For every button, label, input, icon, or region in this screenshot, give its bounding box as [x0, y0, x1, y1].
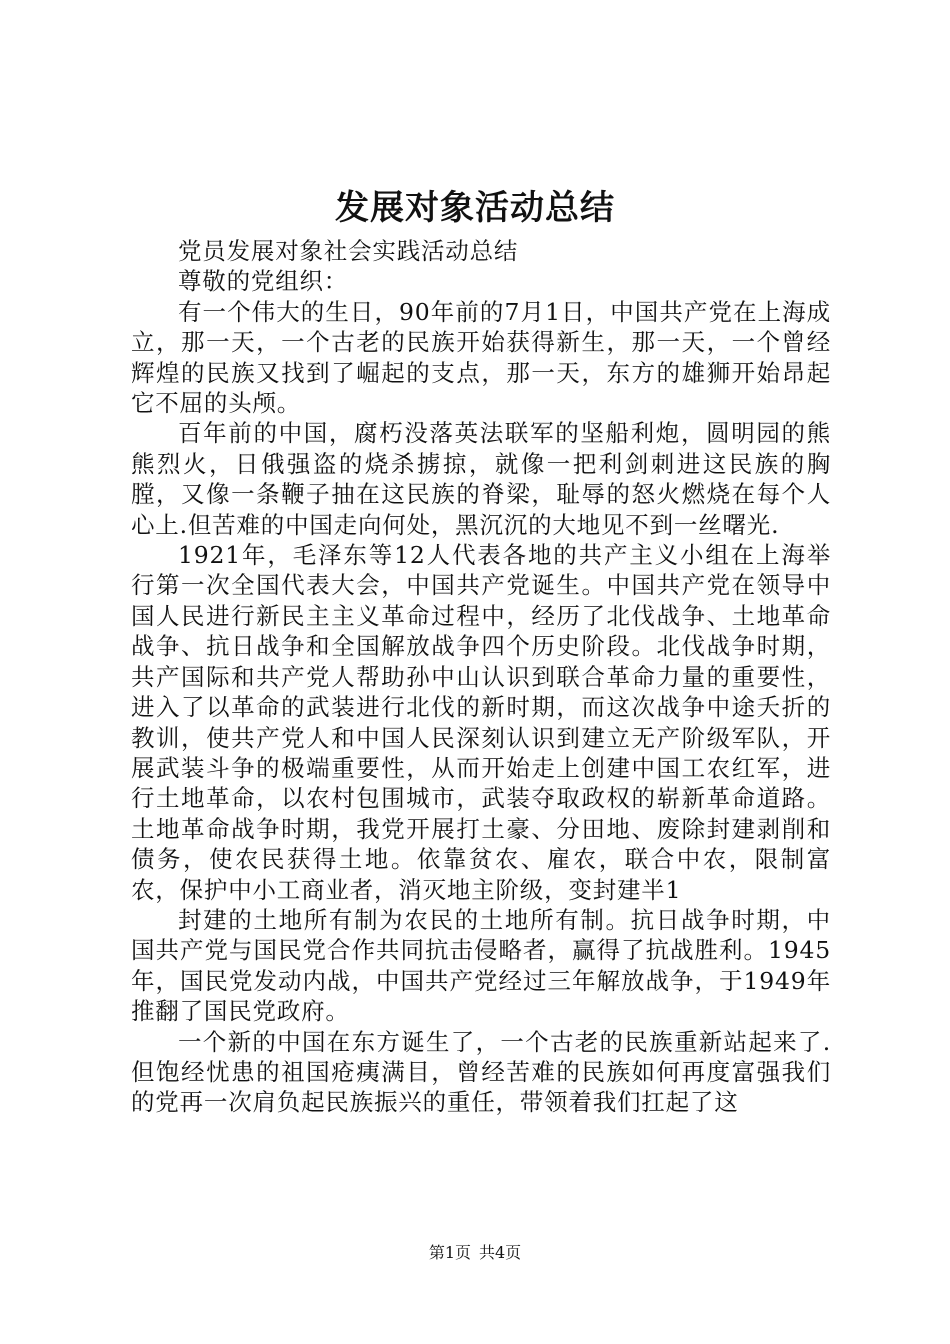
document-body — [131, 236, 831, 1118]
body-paragraph: 有一个伟大的生日，90年前的7月1日，中国共产党在上海成立，那一天，一个古老的民族开始获得新生，那一天，一个曾经辉煌的民族又找到了崛起的支点，那一天，东方的雄狮开始昂起它不屈的头颅。 — [131, 297, 831, 418]
page-number: 第1页 — [428, 1243, 471, 1262]
body-paragraph: 百年前的中国，腐朽没落英法联军的坚船利炮，圆明园的熊熊烈火，日俄强盗的烧杀掳掠，就像一把利剑刺进这民族的胸膛，又像一条鞭子抽在这民族的脊梁，耻辱的怒火燃烧在每个人心上.但苦难的中国走向何处，黑沉沉的大地见不到一丝曙光. — [131, 419, 831, 539]
page-footer — [0, 1243, 950, 1263]
salutation-paragraph: 尊敬的党组织： — [178, 267, 349, 296]
body-paragraph: 1921年，毛泽东等12人代表各地的共产主义小组在上海举行第一次全国代表大会，中国共产党诞生。中国共产党在领导中国人民进行新民主主义革命过程中，经历了北伐战争、土地革命战争、抗日战争和全国解放战争四个历史阶段。北伐战争时期，共产国际和共产党人帮助孙中山认识到联合革命力量的重要性，进入了以革命的武装进行北伐的新时期，而这次战争中途夭折的教训，使共产党人和中国人民深刻认识到建立无产阶级军队，开展武装斗争的极端重要性，从而开始走上创建中国工农红军，进行土地革命，以农村包围城市，武装夺取政权的崭新革命道路。土地革命战争时期，我党开展打土豪、分田地、废除封建剥削和债务，使农民获得土地。依靠贫农、雇农，联合中农，限制富农，保护中小工商业者，消灭地主阶级，变封建半1 — [131, 541, 831, 904]
page-total: 共4页 — [479, 1243, 522, 1262]
body-paragraph: 一个新的中国在东方诞生了，一个古老的民族重新站起来了.但饱经忧患的祖国疮痍满目，曾经苦难的民族如何再度富强我们的党再一次肩负起民族振兴的重任，带领着我们扛起了这 — [131, 1027, 831, 1117]
subtitle-paragraph: 党员发展对象社会实践活动总结 — [178, 237, 519, 265]
body-paragraph: 封建的土地所有制为农民的土地所有制。抗日战争时期，中国共产党与国民党合作共同抗击侵略者，赢得了抗战胜利。1945年，国民党发动内战，中国共产党经过三年解放战争，于1949年推翻了国民党政府。 — [131, 905, 831, 1026]
document-title: 发展对象活动总结 — [335, 188, 615, 228]
